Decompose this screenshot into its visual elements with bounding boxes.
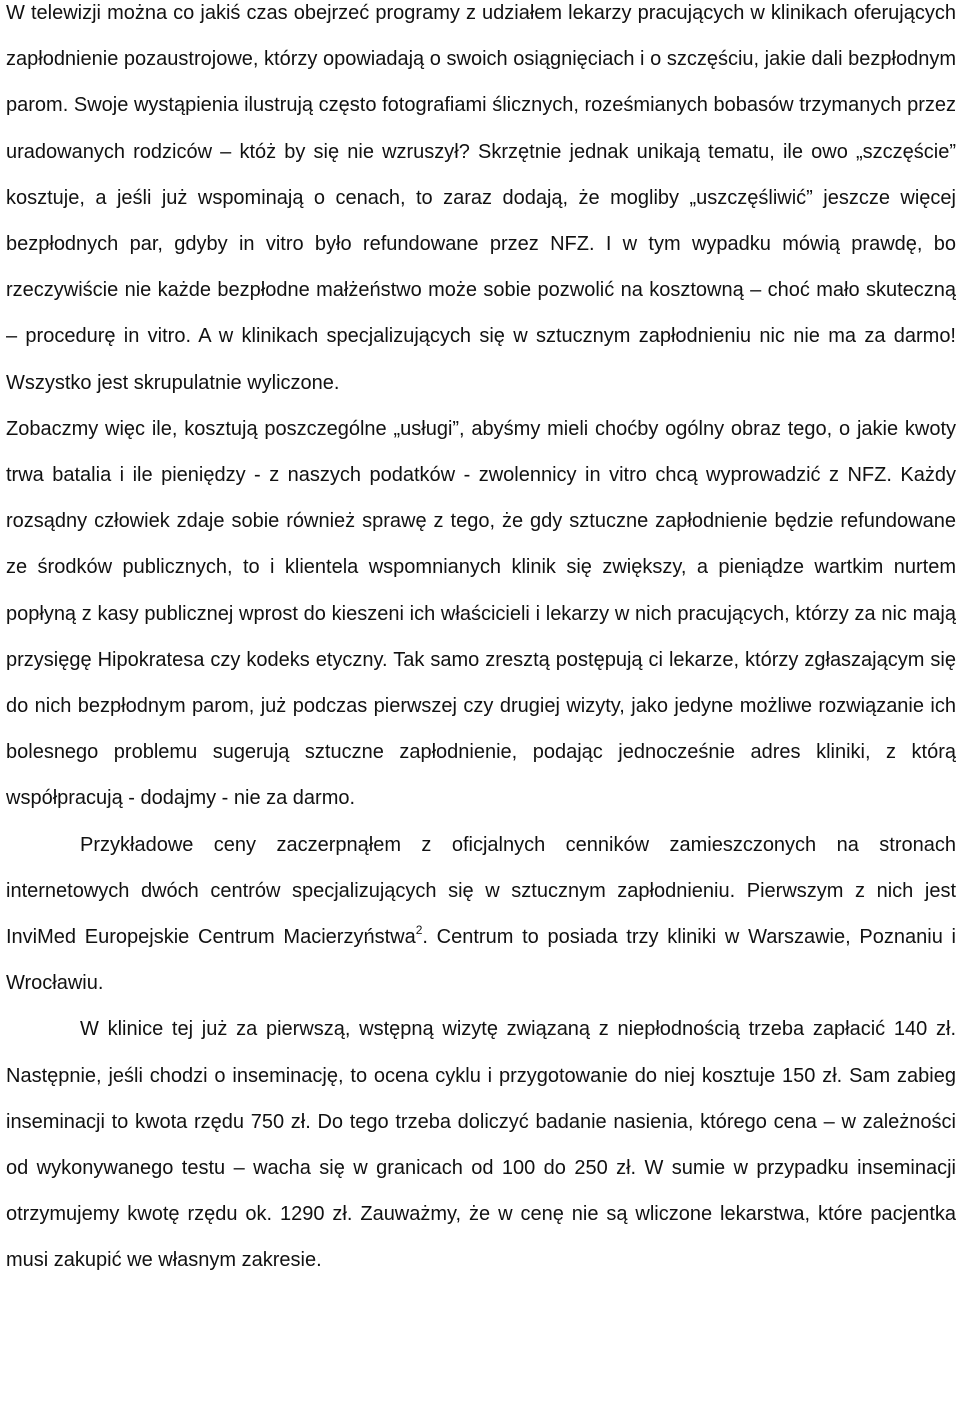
paragraph-3-text-continued: . Centrum to posiada trzy kliniki w Warszawie, Poznaniu i Wrocławiu. xyxy=(6,926,956,995)
paragraph-2: Zobaczmy więc ile, kosztują poszczególne „usługi”, abyśmy mieli choćby ogólny obraz tego, o jakie kwoty trwa batalia i ile pieniędzy - z naszych podatków - zwolennicy in vitro chcą wyprowadzić z NFZ. Każdy rozsądny człowiek zdaje sobie również sprawę z tego, że gdy sztuczne zapłodnienie będzie refundowane ze środków publicznych, to i klientela wspomnianych klinik się zwiększy, a pieniądze wartkim nurtem popłyną z kasy publicznej wprost do kieszeni ich właścicieli i lekarzy w nich pracujących, którzy za nic mają przysięgę Hipokratesa czy kodeks etyczny. Tak samo zresztą postępują ci lekarze, którzy zgłaszającym się do nich bezpłodnym parom, już podczas pierwszej czy drugiej wizyty, jako jedyne możliwe rozwiązanie ich bolesnego problemu sugerują sztuczne zapłodnienie, podając jednocześnie adres kliniki, z którą współpracują - dodajmy - nie za darmo. xyxy=(6,417,956,810)
paragraph-4: W klinice tej już za pierwszą, wstępną wizytę związaną z niepłodnością trzeba zapłacić 140 zł. Następnie, jeśli chodzi o inseminację, to ocena cyklu i przygotowanie do niej kosztuje 150 zł. Sam zabieg inseminacji to kwota rzędu 750 zł. Do tego trzeba doliczyć badanie nasienia, którego cena – w zależności od wykonywanego testu – wacha się w granicach od 100 do 250 zł. W sumie w przypadku inseminacji otrzymujemy kwotę rzędu ok. 1290 zł. Zauważmy, że w cenę nie są wliczone lekarstwa, które pacjentka musi zakupić we własnym zakresie. xyxy=(6,1018,956,1272)
document-page xyxy=(6,0,956,1284)
paragraph-3-text: Przykładowe ceny zaczerpnąłem z oficjalnych cenników zamieszczonych na stronach internetowych dwóch centrów specjalizujących się w sztucznym zapłodnieniu. Pierwszym z nich jest InviMed Europejskie Centrum Macierzyństwa xyxy=(6,833,956,949)
paragraph-1: W telewizji można co jakiś czas obejrzeć programy z udziałem lekarzy pracujących w klinikach oferujących zapłodnienie pozaustrojowe, którzy opowiadają o swoich osiągnięciach i o szczęściu, jakie dali bezpłodnym parom. Swoje wystąpienia ilustrują często fotografiami ślicznych, roześmianych bobasów trzymanych przez uradowanych rodziców – któż by się nie wzruszył? Skrzętnie jednak unikają tematu, ile owo „szczęście” kosztuje, a jeśli już wspominają o cenach, to zaraz dodają, że mogliby „uszczęśliwić” jeszcze więcej bezpłodnych par, gdyby in vitro było refundowane przez NFZ. I w tym wypadku mówią prawdę, bo rzeczywiście nie każde bezpłodne małżeństwo może sobie pozwolić na kosztowną – choć mało skuteczną – procedurę in vitro. A w klinikach specjalizujących się w sztucznym zapłodnieniu nic nie ma za darmo! Wszystko jest skrupulatnie wyliczone. xyxy=(6,2,956,394)
footnote-reference: 2 xyxy=(415,923,423,938)
paragraph-3 xyxy=(6,822,956,1007)
